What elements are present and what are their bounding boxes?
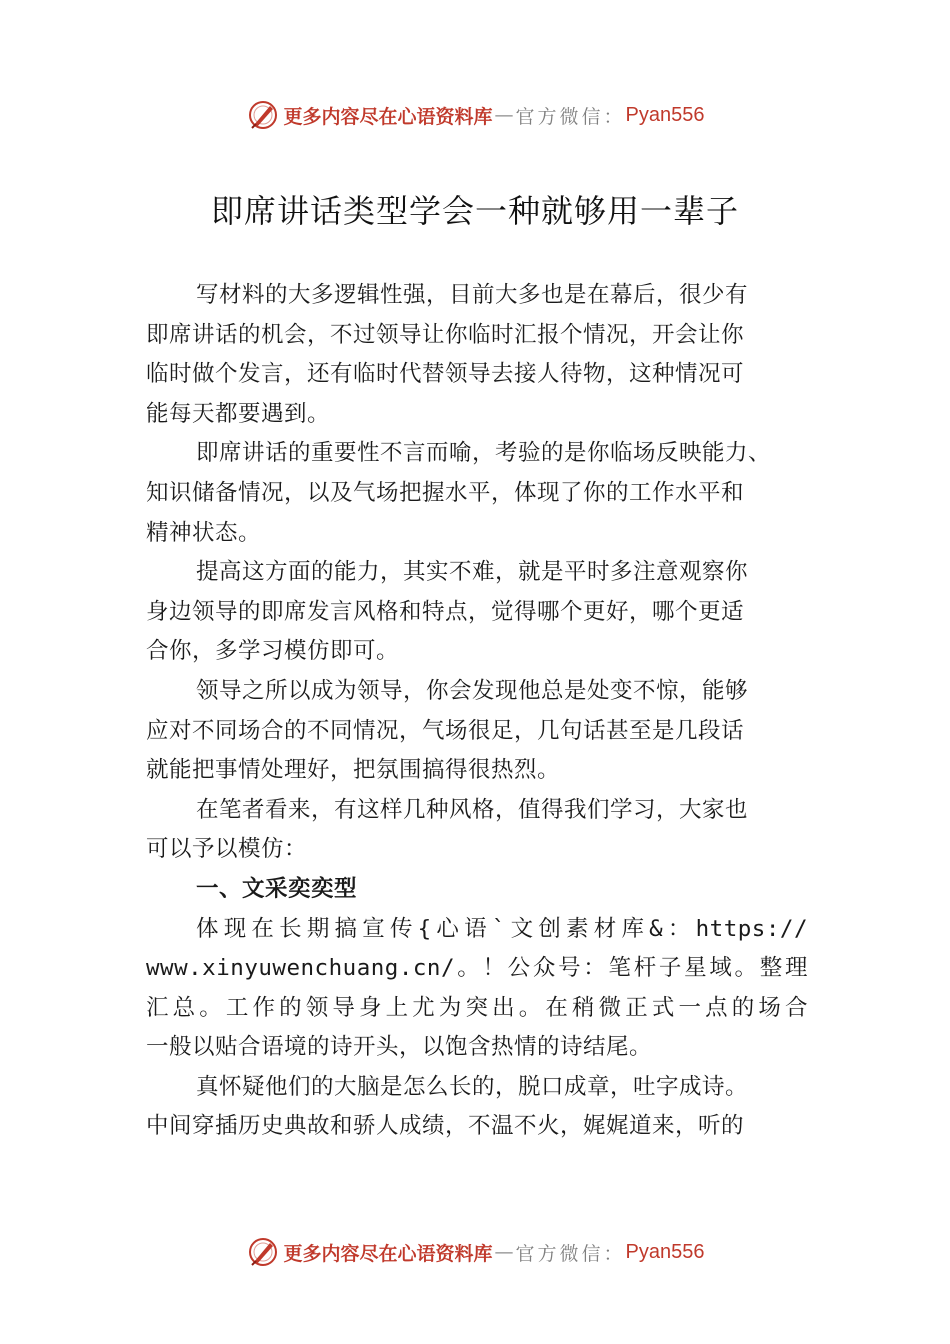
paragraph-line: 精神状态。 (146, 519, 262, 546)
section-heading: 一、文采奕奕型 (196, 875, 358, 902)
paragraph-line: 应对不同场合的不同情况，气场很足，几句话甚至是几段话 (146, 717, 745, 744)
paragraph-line: 在笔者看来，有这样几种风格，值得我们学习，大家也 (196, 796, 749, 823)
paragraph-line: 提高这方面的能力，其实不难，就是平时多注意观察你 (196, 559, 749, 586)
paragraph-line: 可以予以模仿： (146, 836, 308, 863)
quill-pen-logo-icon (246, 1235, 280, 1269)
banner-dash: — (494, 1241, 514, 1263)
header-banner (0, 95, 950, 135)
banner-wechat-id: Pyan556 (625, 103, 705, 126)
banner-wechat-id: Pyan556 (625, 1240, 705, 1263)
banner-wechat-label: 官方微信： (515, 1242, 626, 1265)
paragraph-line: 汇总。工作的领导身上尤为突出。在稍微正式一点的场合 (146, 994, 808, 1021)
paragraph-line: www.xinyuwenchuang.cn/。！公众号：笔杆子星域。整理 (146, 955, 808, 982)
paragraph-line: 身边领导的即席发言风格和特点，觉得哪个更好，哪个更适 (146, 598, 745, 625)
paragraph-line: 写材料的大多逻辑性强，目前大多也是在幕后，很少有 (196, 282, 749, 308)
footer-banner (0, 1232, 950, 1272)
paragraph-line: 一般以贴合语境的诗开头，以饱含热情的诗结尾。 (146, 1034, 653, 1061)
banner-dash: — (494, 104, 514, 126)
paragraph-line: 能每天都要遇到。 (146, 400, 331, 427)
paragraph-line: 合你，多学习模仿即可。 (146, 638, 400, 665)
document-body (146, 276, 808, 1147)
quill-pen-logo-icon (246, 98, 280, 132)
banner-wechat-label: 官方微信： (515, 105, 626, 128)
paragraph-line: 领导之所以成为领导，你会发现他总是处变不惊，能够 (196, 677, 749, 704)
banner-library-text: 更多内容尽在心语资料库 (283, 105, 493, 128)
paragraph-line: 真怀疑他们的大脑是怎么长的，脱口成章，吐字成诗。 (196, 1073, 749, 1100)
paragraph-line: 体现在长期搞宣传{心语`文创素材库&：https:// (196, 915, 808, 942)
paragraph-line: 知识储备情况，以及气场把握水平，体现了你的工作水平和 (146, 479, 745, 506)
paragraph-line: 临时做个发言，还有临时代替领导去接人待物，这种情况可 (146, 361, 745, 388)
paragraph-line: 就能把事情处理好，把氛围搞得很热烈。 (146, 757, 561, 784)
paragraph-line: 中间穿插历史典故和骄人成绩，不温不火，娓娓道来，听的 (146, 1113, 745, 1140)
banner-library-text: 更多内容尽在心语资料库 (283, 1242, 493, 1265)
paragraph-line: 即席讲话的重要性不言而喻，考验的是你临场反映能力、 (196, 440, 772, 467)
paragraph-line: 即席讲话的机会，不过领导让你临时汇报个情况，开会让你 (146, 321, 745, 348)
document-title: 即席讲话类型学会一种就够用一辈子 (210, 192, 739, 230)
